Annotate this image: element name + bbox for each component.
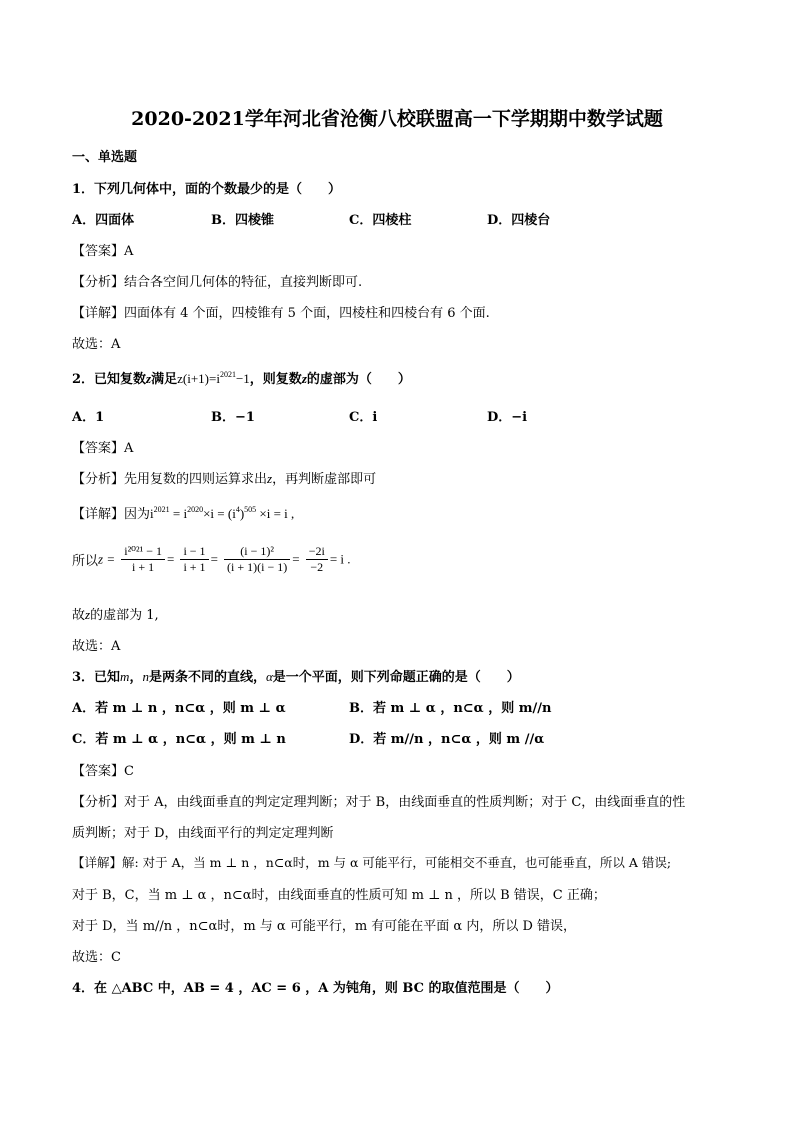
- q2-option-a: A．1: [72, 410, 105, 425]
- q2-option-b: B．−1: [211, 410, 255, 425]
- q2-stem: 2．已知复数z满足$z(i+1)=i^{2021}-1$，则复数z的虚部为（ ）: [72, 370, 411, 387]
- q2-derivation: 所以z = $\frac{\text{i²⁰²¹ − 1}}{i + 1}$ = $\frac{i - 1}{i + 1}$ = $\frac{\text{(i − 1)²}}{(i + 1)(i - 1)}$ = $\frac{-2i}{-2}$ = i .: [72, 544, 351, 574]
- q2-option-c: C．i: [349, 410, 378, 425]
- q3-answer: 【答案】C: [72, 764, 134, 779]
- q1-detail: 【详解】四面体有 4 个面，四棱锥有 5 个面，四棱柱和四棱台有 6 个面.: [72, 306, 490, 321]
- q2-conclusion: 故z的虚部为 1,: [72, 607, 159, 623]
- q3-detail-line2: 对于 B，C，当 m ⊥ α ，n⊂α时，由线面垂直的性质可知 m ⊥ n ，所以 B 错误，C 正确；: [72, 888, 606, 903]
- q3-detail-line1: 【详解】解: 对于 A，当 m ⊥ n ，n⊂α时，m 与 α 可能平行，可能相交不垂直，也可能垂直，所以 A 错误;: [72, 855, 672, 870]
- q2-answer: 【答案】A: [72, 441, 134, 456]
- q2-choose: 故选：A: [72, 639, 121, 654]
- q4-stem: 4．在 △ABC 中，AB = 4 ，AC = 6 ，A 为钝角，则 BC 的取值范围是（ ）: [72, 981, 559, 996]
- q1-answer: 【答案】A: [72, 244, 134, 259]
- q3-option-a: A．若 m ⊥ n ，n⊂α ，则 m ⊥ α: [72, 701, 286, 716]
- page-title: 2020-2021学年河北省沧衡八校联盟高一下学期期中数学试题: [131, 108, 663, 130]
- q3-option-c: C．若 m ⊥ α ，n⊂α ，则 m ⊥ n: [72, 732, 286, 747]
- q1-option-d: D．四棱台: [487, 213, 551, 228]
- q2-option-d: D．−i: [487, 410, 528, 425]
- section-heading: 一、单选题: [72, 150, 138, 165]
- q3-stem: 3．已知m，n是两条不同的直线，α是一个平面，则下列命题正确的是（ ）: [72, 669, 520, 685]
- q3-option-d: D．若 m//n ，n⊂α ，则 m //α: [349, 732, 545, 747]
- q1-option-a: A．四面体: [72, 213, 135, 228]
- q1-choose: 故选：A: [72, 337, 121, 352]
- q1-option-b: B．四棱锥: [211, 213, 274, 228]
- q2-detail: 【详解】因为$i^{2021} = i^{2020}\times i = (i^4)^{505} \times i = i$ ,: [72, 505, 295, 522]
- q1-option-c: C．四棱柱: [349, 213, 412, 228]
- q3-choose: 故选：C: [72, 950, 121, 965]
- q3-analysis-line2: 质判断；对于 D，由线面平行的判定定理判断: [72, 826, 334, 841]
- q1-stem: 1．下列几何体中，面的个数最少的是（ ）: [72, 182, 342, 197]
- q3-option-b: B．若 m ⊥ α ，n⊂α ，则 m//n: [349, 701, 552, 716]
- q1-analysis: 【分析】结合各空间几何体的特征，直接判断即可.: [72, 275, 363, 290]
- q3-analysis-line1: 【分析】对于 A，由线面垂直的判定定理判断；对于 B，由线面垂直的性质判断；对于 C，由线面垂直的性: [72, 795, 686, 810]
- q3-detail-line3: 对于 D，当 m//n ，n⊂α时，m 与 α 可能平行，m 有可能在平面 α 内，所以 D 错误，: [72, 919, 577, 934]
- q2-analysis: 【分析】先用复数的四则运算求出z，再判断虚部即可: [72, 471, 377, 487]
